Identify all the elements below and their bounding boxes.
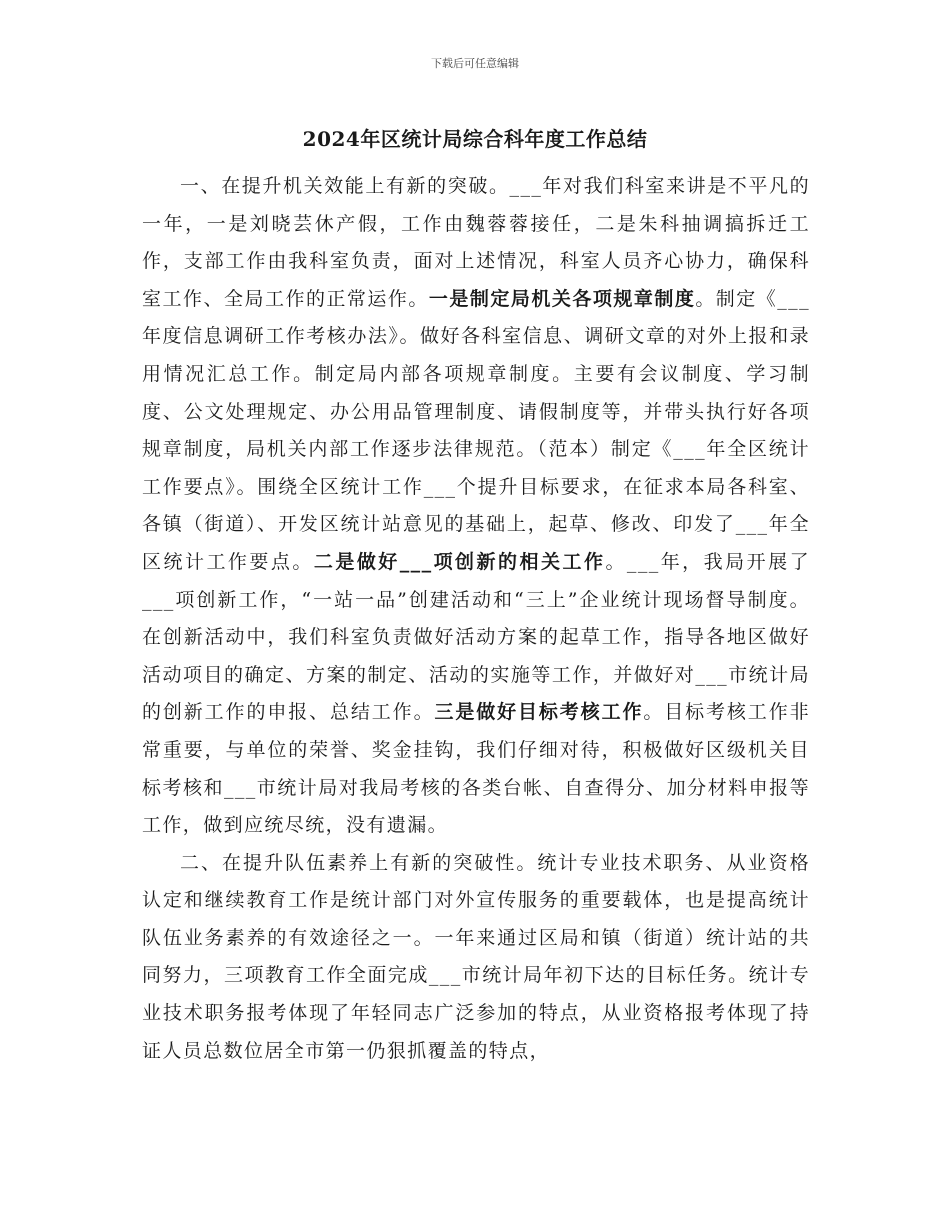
document-title: 2024年区统计局综合科年度工作总结 xyxy=(302,127,648,151)
paragraph-1-text: 。目标考核工作非常重要，与单位的荣誉、奖金挂钩，我们仔细对待，积极做好区级机关目标考核和___市统计局对我局考核的各类台帐、自查得分、加分材料申报等工作，做到应统尽统，没有遗漏。 xyxy=(142,701,810,837)
paragraph-1-text: 一、在提升机关效能上有新的突破。___年对我们科室来讲是不平凡的一年，一是刘晓芸休产假，工作由魏蓉蓉接任，二是朱科抽调搞拆迁工作，支部工作由我科室负责，面对上述情况，科室人员齐心协力，确保科室工作、全局工作的正常运作。 xyxy=(142,175,810,310)
paragraph-1-bold-point-3: 三是做好目标考核工作 xyxy=(434,701,644,724)
paragraph-1-text: 。制定《___年度信息调研工作考核办法》。做好各科室信息、调研文章的对外上报和录用情况汇总工作。制定局内部各项规章制度。主要有会议制度、学习制度、公文处理规定、办公用品管理制度、请假制度等，并带头执行好各项规章制度，局机关内部工作逐步法律规范。（范本）制定《___年全区统计工作要点》。围绕全区统计工作___个提升目标要求，在征求本局各科室、各镇（街道）、开发区统计站意见的基础上，起草、修改、印发了___年全区统计工作要点。 xyxy=(142,287,810,573)
paragraph-1-bold-point-1: 一是制定局机关各项规章制度 xyxy=(428,287,696,310)
paragraph-1-text: 。___年，我局开展了___项创新工作，“一站一品”创建活动和“三上”企业统计现场督导制度。在创新活动中，我们科室负责做好活动方案的起草工作，指导各地区做好活动项目的确定、方案的制定、活动的实施等工作，并做好对___市统计局的创新工作的申报、总结工作。 xyxy=(142,550,810,724)
paragraph-1-bold-point-2: 二是做好___项创新的相关工作 xyxy=(313,550,606,573)
paragraph-2-text: 二、在提升队伍素养上有新的突破性。统计专业技术职务、从业资格认定和继续教育工作是统计部门对外宣传服务的重要载体，也是提高统计队伍业务素养的有效途径之一。一年来通过区局和镇（街道）统计站的共同努力，三项教育工作全面完成___市统计局年初下达的目标任务。统计专业技术职务报考体现了年轻同志广泛参加的特点，从业资格报考体现了持证人员总数位居全市第一仍狠抓覆盖的特点， xyxy=(142,851,810,1062)
header-note: 下载后可任意编辑 xyxy=(431,57,519,70)
paragraph-2 xyxy=(142,845,810,1071)
document-body xyxy=(142,168,810,1070)
paragraph-1 xyxy=(142,168,810,845)
